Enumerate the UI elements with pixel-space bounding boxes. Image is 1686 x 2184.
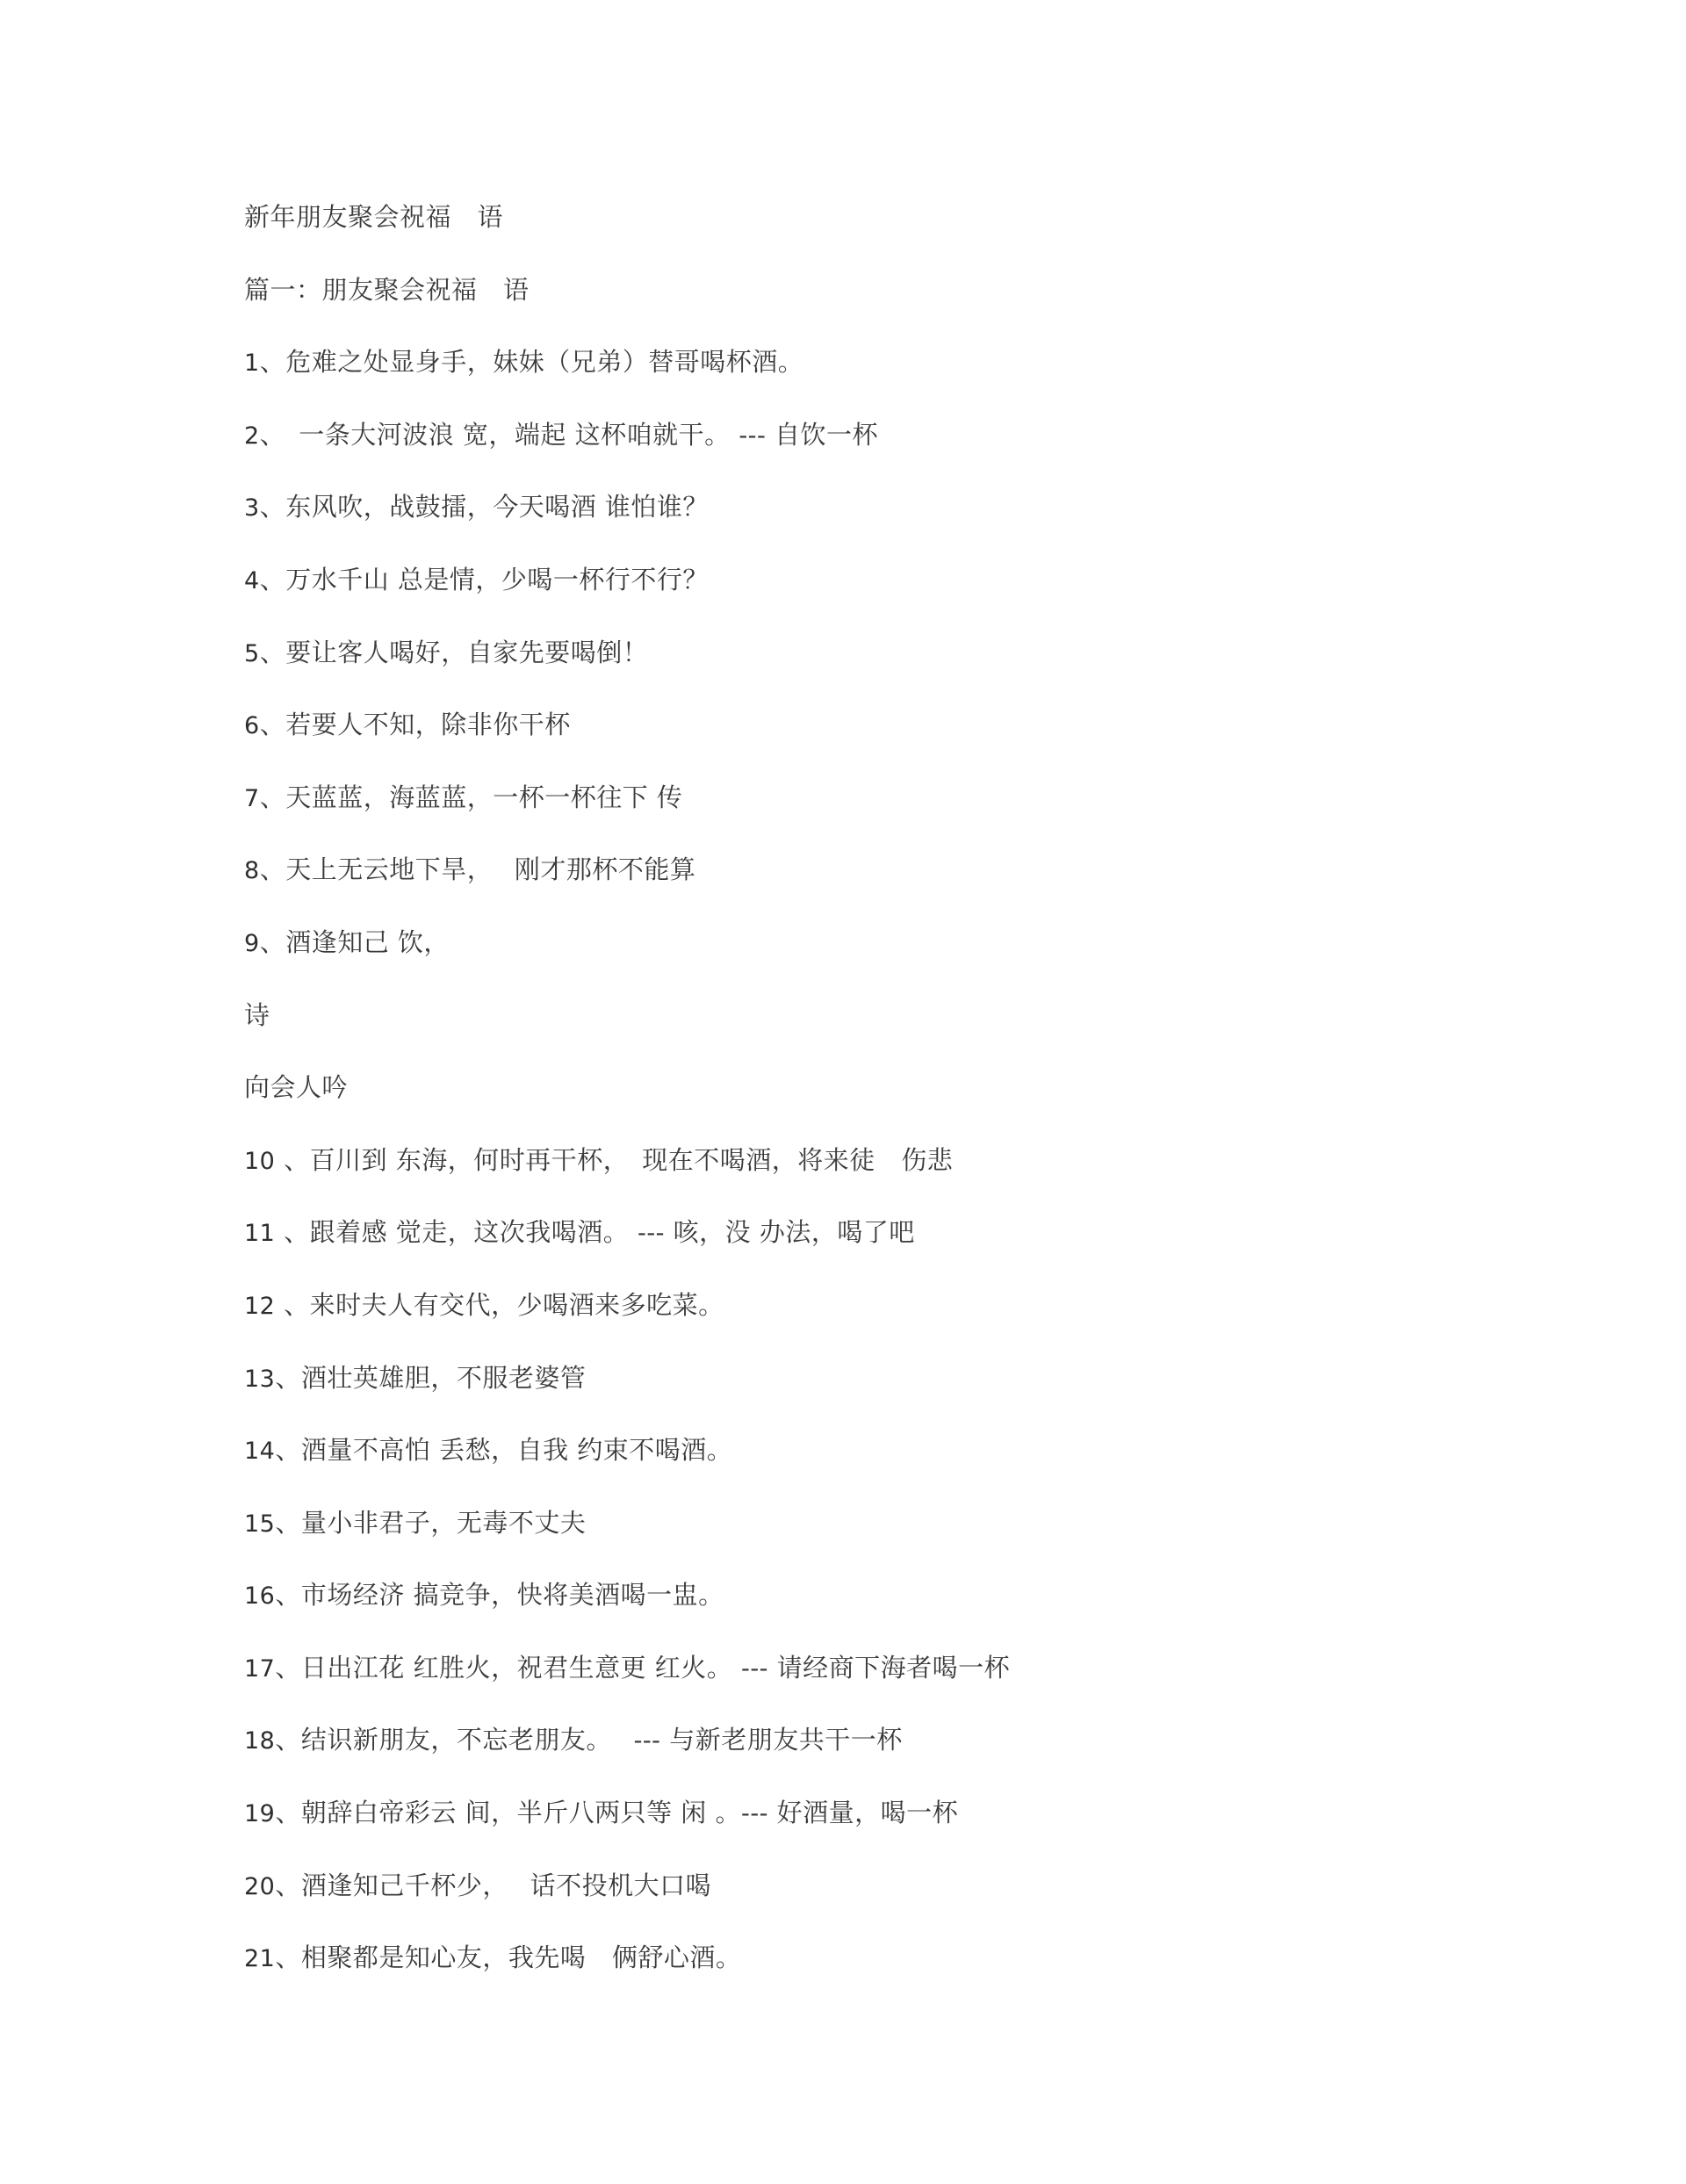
line-number: 5 [244, 639, 260, 667]
line-text: 、若要人不知，除非你干杯 [259, 710, 571, 740]
line-number: 1 [244, 350, 260, 378]
line-text: 、东风吹，战鼓擂，今天喝酒 谁怕谁？ [259, 492, 709, 523]
line-text: 、朝辞白帝彩云 间，半斤八两只等 闲 。--- 好酒量，喝一杯 [275, 1798, 959, 1828]
line-number: 12 [244, 1292, 276, 1320]
line-text: 、市场经济 搞竞争，快将美酒喝一盅。 [275, 1580, 724, 1611]
document-line [244, 708, 1561, 781]
document-line [244, 1215, 1561, 1288]
document-line [244, 1578, 1561, 1651]
line-number: 7 [244, 784, 260, 812]
line-text: 、酒量不高怕 丢愁，自我 约束不喝酒。 [275, 1435, 733, 1466]
document-line [244, 1143, 1561, 1216]
line-number: 17 [244, 1654, 276, 1683]
line-text: 向会人吟 [244, 1072, 349, 1103]
line-number: 3 [244, 494, 260, 523]
line-text: 、相聚都是知心友，我先喝 俩舒心酒。 [275, 1943, 742, 1973]
document-line [244, 563, 1561, 636]
line-number: 9 [244, 929, 260, 957]
document-line [244, 418, 1561, 491]
line-number: 10 [244, 1147, 276, 1175]
document-line [244, 636, 1561, 709]
document-line [244, 853, 1561, 926]
line-number: 15 [244, 1510, 276, 1538]
document-line [244, 1361, 1561, 1434]
line-text: 篇一：朋友聚会祝福 语 [244, 274, 530, 305]
document-line [244, 1941, 1561, 2014]
line-text: 、天蓝蓝，海蓝蓝，一杯一杯往下 传 [259, 782, 683, 812]
line-text: 、结识新朋友，不忘老朋友。 --- 与新老朋友共干一杯 [275, 1725, 903, 1755]
line-number: 18 [244, 1727, 276, 1755]
document-line [244, 1070, 1561, 1143]
line-number: 11 [244, 1220, 276, 1248]
line-number: 2 [244, 422, 260, 450]
line-text: 、要让客人喝好，自家先要喝倒！ [259, 637, 649, 667]
line-text: 、跟着感 觉走，这次我喝酒。 --- 咳，没 办法，喝了吧 [275, 1217, 915, 1248]
document-line [244, 1796, 1561, 1869]
line-text: 、日出江花 红胜火，祝君生意更 红火。 --- 请经商下海者喝一杯 [275, 1652, 1011, 1683]
line-text: 、量小非君子，无毒不丈夫 [275, 1507, 587, 1538]
document-line [244, 1723, 1561, 1796]
document-line [244, 345, 1561, 418]
line-number: 20 [244, 1872, 276, 1900]
line-text: 、危难之处显身手，妹妹（兄弟）替哥喝杯酒。 [259, 347, 804, 378]
line-text: 、万水千山 总是情，少喝一杯行不行？ [259, 564, 709, 595]
line-number: 21 [244, 1945, 276, 1973]
line-number: 14 [244, 1438, 276, 1466]
line-text: 诗 [244, 999, 270, 1030]
line-text: 、酒壮英雄胆，不服老婆管 [275, 1362, 587, 1393]
line-number: 13 [244, 1365, 276, 1393]
document-line [244, 490, 1561, 563]
line-number: 16 [244, 1582, 276, 1611]
line-number: 19 [244, 1800, 276, 1828]
document-line [244, 1288, 1561, 1361]
document-line [244, 273, 1561, 346]
document-line [244, 998, 1561, 1071]
document-line [244, 926, 1561, 998]
line-text: 、 一条大河波浪 宽，端起 这杯咱就干。 --- 自饮一杯 [259, 419, 878, 450]
document-title: 新年朋友聚会祝福 语 [244, 202, 504, 232]
line-number: 4 [244, 566, 260, 595]
document-line [244, 1651, 1561, 1724]
line-number: 8 [244, 857, 260, 885]
document-line [244, 781, 1561, 854]
line-text: 、百川到 东海，何时再干杯， 现在不喝酒，将来徒 伤悲 [275, 1144, 954, 1175]
line-text: 、酒逢知己 饮， [259, 926, 450, 957]
line-number: 6 [244, 712, 260, 740]
document-body [244, 200, 1561, 2014]
line-text: 、酒逢知己千杯少， 话不投机大口喝 [275, 1870, 712, 1900]
line-text: 、来时夫人有交代，少喝酒来多吃菜。 [275, 1289, 724, 1320]
document-line [244, 1869, 1561, 1942]
document-line [244, 1433, 1561, 1506]
document-line [244, 1506, 1561, 1579]
line-text: 、天上无云地下旱， 刚才那杯不能算 [259, 854, 696, 885]
